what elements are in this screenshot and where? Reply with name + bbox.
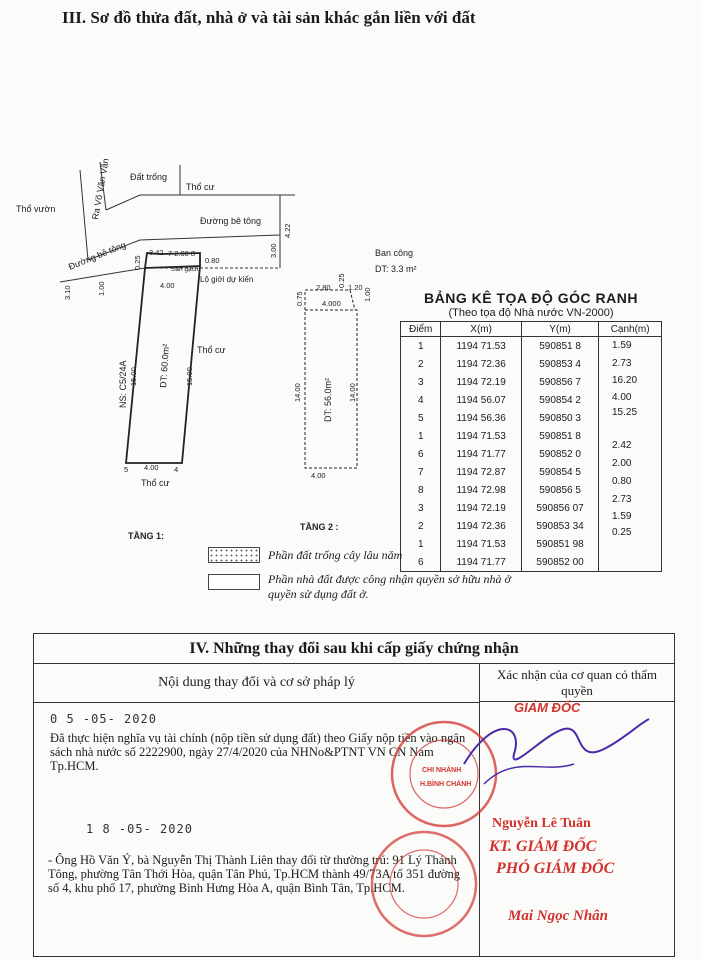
entry-1-date: 0 5 -05- 2020: [50, 712, 157, 726]
cell-point: 3: [401, 499, 441, 517]
label-ban-cong-dt: DT: 3.3 m²: [375, 264, 417, 274]
column-header-confirmation: Xác nhận của cơ quan có thẩm quyền: [480, 664, 674, 702]
seal-stamp-2: [364, 824, 484, 944]
entry-2-date: 1 8 -05- 2020: [86, 822, 193, 836]
legend-item-2-line2: quyền sử dụng đất ở.: [268, 587, 369, 601]
label-tho-vuon: Thổ vườn: [16, 204, 56, 214]
label-duong-be-tong-1: Đường bê tông: [67, 239, 128, 272]
cell-x: 1194 56.36: [441, 409, 521, 427]
label-dat-trong: Đất trống: [130, 172, 168, 182]
cell-y: 590856 7: [521, 373, 598, 391]
cell-y: 590856 07: [521, 499, 598, 517]
dim-4-00-bottom: 4.00: [144, 463, 159, 472]
edge-length: 2.73: [612, 494, 632, 505]
cell-x: 1194 72.19: [441, 499, 521, 517]
cell-y: 590852 0: [521, 445, 598, 463]
dim-3-42: 3.42: [149, 248, 164, 257]
edge-length: 15.25: [612, 407, 638, 418]
dim-0-75: 0.75: [295, 291, 304, 306]
section-4-title: IV. Những thay đổi sau khi cấp giấy chứng nhận: [34, 634, 674, 664]
label-tho-cu-bottom: Thổ cư: [141, 478, 170, 488]
coordinate-table-header: [401, 322, 662, 337]
seal-text-bottom: H.BÌNH CHÁNH: [420, 781, 472, 788]
edge-length: 0.80: [612, 476, 632, 487]
cell-point: 3: [401, 373, 441, 391]
label-duong-be-tong-2: Đường bê tông: [200, 216, 261, 226]
cell-point: 6: [401, 445, 441, 463]
label-tang2: TẦNG 2 :: [300, 522, 339, 532]
signature-scribble: [454, 694, 654, 804]
point-4: 4: [174, 465, 179, 474]
dim-2-80: 2.80: [316, 283, 331, 292]
cell-x: 1194 71.53: [441, 535, 521, 553]
stamp-giam-doc: GIÁM ĐỐC: [514, 700, 581, 715]
cell-x: 1194 71.53: [441, 337, 521, 356]
road-edge-line: [140, 235, 280, 240]
cell-point: 1: [401, 535, 441, 553]
plot-diagram: [0, 150, 417, 550]
dim-7-2: 7 2.00 8: [168, 249, 196, 258]
dim-14-right: 14.00: [348, 383, 357, 402]
section-4-box: [33, 633, 675, 957]
legend-swatch-dotted: [208, 547, 260, 563]
label-tho-cu-right: Thổ cư: [197, 345, 226, 355]
dim-4-000: 4.000: [322, 299, 341, 308]
label-san-gach: Sân gạch: [171, 266, 199, 273]
edge-length: 1.59: [612, 340, 632, 351]
legend-item-1: Phần đất trống cây lâu năm: [268, 548, 403, 562]
cell-y: 590851 98: [521, 535, 598, 553]
cell-x: 1194 72.98: [441, 481, 521, 499]
dim-4-22: 4.22: [283, 223, 292, 238]
dim-1-20: 1.20: [348, 283, 363, 292]
dim-1-00: 1.00: [97, 281, 106, 296]
cell-point: 2: [401, 355, 441, 373]
cell-point: 1: [401, 337, 441, 356]
cell-y: 590854 2: [521, 391, 598, 409]
signer-2-name: Mai Ngọc Nhân: [508, 908, 609, 924]
label-ban-cong: Ban công: [375, 248, 414, 258]
pho-title: PHÓ GIÁM ĐỐC: [496, 860, 615, 877]
edge-length: 2.73: [612, 358, 632, 369]
cell-point: 6: [401, 553, 441, 572]
header-canh: Cạnh(m): [599, 322, 662, 337]
cell-x: 1194 72.87: [441, 463, 521, 481]
cell-point: 2: [401, 517, 441, 535]
cell-y: 590852 00: [521, 553, 598, 572]
label-dt2: DT: 56.0m²: [323, 377, 333, 422]
cell-y: 590856 5: [521, 481, 598, 499]
label-tho-cu-top: Thổ cư: [186, 182, 215, 192]
label-ns: NS: C5/24A: [118, 360, 128, 408]
dim-3-00: 3.00: [269, 243, 278, 258]
kt-title: KT. GIÁM ĐỐC: [489, 838, 597, 855]
cell-x: 1194 72.36: [441, 355, 521, 373]
entry-1-text: Đã thực hiện nghĩa vụ tài chính (nộp tiền sử dụng đất) theo Giấy nộp tiền vào ngân sách nhà nước số 2222900, ngày 27/4/2020 của NHNo&PTNT VN CN Nam Tp.HCM.: [50, 731, 466, 773]
table-row: [401, 553, 662, 572]
edge-length: 1.59: [612, 511, 632, 522]
cell-x: 1194 56.07: [441, 391, 521, 409]
cell-x: 1194 72.19: [441, 373, 521, 391]
cell-point: 8: [401, 481, 441, 499]
section-3-title: III. Sơ đồ thửa đất, nhà ở và tài sản khác gắn liền với đất: [62, 8, 476, 27]
dim-14-left: 14.00: [293, 383, 302, 402]
dim-15-right: 15.00: [185, 367, 194, 386]
edge-length: 2.00: [612, 458, 632, 469]
legend-item-2-line1: Phần nhà đất được công nhận quyền sở hữu nhà ở: [268, 572, 511, 586]
coordinate-table-title: BẢNG KÊ TỌA ĐỘ GÓC RANH: [424, 290, 638, 306]
cell-point: 5: [401, 409, 441, 427]
dim-4-00-t2: 4.00: [311, 471, 326, 480]
dim-3-10: 3.10: [63, 285, 72, 300]
edge-length: 0.25: [612, 527, 632, 538]
cell-x: 1194 71.77: [441, 445, 521, 463]
seal-text-top: CHI NHÁNH: [422, 767, 462, 774]
cell-point: 7: [401, 463, 441, 481]
cell-x: 1194 71.77: [441, 553, 521, 572]
point-5: 5: [124, 465, 129, 474]
label-tang1: TẦNG 1:: [128, 531, 164, 541]
header-diem: Điểm: [401, 322, 441, 337]
cell-y: 590854 5: [521, 463, 598, 481]
cell-y: 590851 8: [521, 337, 598, 356]
dim-0-25-right: 0.25: [337, 273, 346, 288]
label-ra-vo-van-van: Ra Võ Văn Vân: [90, 157, 111, 221]
header-y: Y(m): [521, 322, 598, 337]
label-lo-gioi: Lộ giới dự kiến: [200, 275, 254, 284]
column-header-content: Nội dung thay đổi và cơ sở pháp lý: [34, 664, 480, 703]
dim-4-00-top: 4.00: [160, 281, 175, 290]
road-edge-line: [106, 195, 140, 210]
cell-y: 590851 8: [521, 427, 598, 445]
cell-y: 590850 3: [521, 409, 598, 427]
cell-point: 4: [401, 391, 441, 409]
dim-1-00-right: 1.00: [363, 287, 372, 302]
cell-y: 590853 4: [521, 355, 598, 373]
cell-x: 1194 72.36: [441, 517, 521, 535]
label-dt1: DT: 60.0m²: [158, 343, 172, 389]
coordinate-table-subtitle: (Theo tọa độ Nhà nước VN-2000): [448, 307, 614, 319]
cell-y: 590853 34: [521, 517, 598, 535]
cell-point: 1: [401, 427, 441, 445]
edge-length: 2.42: [612, 440, 632, 451]
dim-0-80: 0.80: [205, 256, 220, 265]
dim-15-left: 15.00: [129, 367, 138, 386]
legend-swatch-plain: [208, 574, 260, 590]
road-edge-line: [80, 170, 88, 260]
edge-length: 16.20: [612, 375, 638, 386]
dim-0-25: 0.25: [133, 255, 142, 270]
entry-2-text: - Ông Hồ Văn Ý, bà Nguyễn Thị Thành Liên thay đổi từ thường trú: 91 Lý Thánh Tông, phường Tân Thới Hòa, quận Tân Phú, Tp.HCM thành 49/73A tổ 351 đường số 4, khu phố 17, phường Bình Hưng Hòa A, quận Bình Tân, Tp.HCM.: [48, 853, 460, 895]
edge-length: 4.00: [612, 392, 632, 403]
cell-edge: [599, 553, 662, 572]
cell-x: 1194 71.53: [441, 427, 521, 445]
signer-1-name: Nguyễn Lê Tuân: [492, 816, 591, 831]
header-x: X(m): [441, 322, 521, 337]
